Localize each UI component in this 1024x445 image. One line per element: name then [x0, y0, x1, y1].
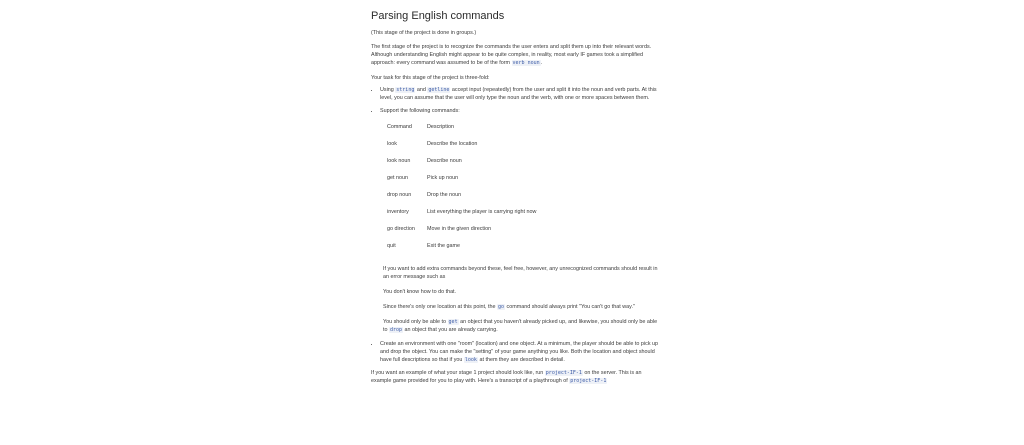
description-cell: List everything the player is carrying right now	[427, 209, 537, 215]
intro-end: .	[540, 60, 543, 66]
description-cell: Describe noun	[427, 158, 462, 164]
task-paragraph: Your task for this stage of the project is three-fold:	[371, 75, 490, 81]
command-cell: drop noun	[387, 192, 412, 198]
page-title: Parsing English commands	[371, 10, 505, 22]
look-code: look	[464, 357, 477, 363]
command-cell: inventory	[387, 209, 409, 215]
bullet-environment	[380, 340, 658, 364]
description-cell: Pick up noun	[427, 175, 459, 181]
go-post: command should always print "You can't go that way."	[505, 304, 635, 310]
drop-code: drop	[390, 327, 403, 333]
bullet3-post: at them they are described in detail.	[477, 357, 565, 363]
document	[371, 0, 658, 385]
bullet1-post: accept input (repeatedly) from the user and split it into the noun and verb parts. At this level, you can assume that the user will only type the noun and the verb, with one or more spaces between them.	[380, 87, 657, 101]
intro-paragraph	[371, 43, 658, 67]
table-row	[387, 242, 536, 259]
bullet2-text: Support the following commands:	[380, 108, 460, 114]
task-list	[371, 86, 658, 364]
table-row	[387, 208, 536, 225]
go-code: go	[498, 304, 505, 310]
get-drop-paragraph	[383, 318, 658, 334]
getdrop-pre: You should only be able to	[383, 319, 448, 325]
bullet1-mid: and	[415, 87, 428, 93]
table-row	[387, 140, 536, 157]
command-cell: go direction	[387, 226, 415, 232]
table-row	[387, 191, 536, 208]
description-cell: Describe the location	[427, 141, 478, 147]
commands-table	[387, 123, 536, 259]
header-command: Command	[387, 124, 412, 130]
extra-commands-paragraph: If you want to add extra commands beyond these, feel free, however, any unrecognized commands should result in an error message such as	[383, 266, 658, 280]
footer-mid: on the server. This is an example game provided for you to play with. Here's a transcript of a playthrough of	[371, 370, 642, 384]
command-cell: look noun	[387, 158, 411, 164]
go-pre: Since there's only one location at this point, the	[383, 304, 498, 310]
bullet3-pre: Create an environment with one "room" (location) and one object. At a minimum, the player should be able to pick up and drop the object. You can make the "setting" of your game anything you like. Both the location and object should have full descriptions so that if you	[380, 341, 659, 363]
table-row	[387, 157, 536, 174]
project-if-1-code-2: project-IF-1	[570, 378, 607, 384]
project-if-1-code: project-IF-1	[545, 370, 582, 376]
table-row	[387, 225, 536, 242]
header-description: Description	[427, 124, 454, 130]
get-code: get	[448, 319, 458, 325]
description-cell: Drop the noun	[427, 192, 462, 198]
intro-text: The first stage of the project is to recognize the commands the user enters and split them up into their relevant words. Although understanding English might appear to be quite complex, in reality, most early IF games took a simplified approach: every command was assumed to be of the form	[371, 44, 652, 66]
go-command-paragraph	[383, 303, 658, 311]
bullet-commands	[380, 107, 658, 334]
table-header-row	[387, 123, 536, 140]
footer-paragraph	[371, 369, 658, 385]
error-message-example: You don't know how to do that.	[383, 289, 457, 295]
description-cell: Exit the game	[427, 243, 460, 249]
bullet1-pre: Using	[380, 87, 396, 93]
footer-pre: If you want an example of what your stage 1 project should look like, run	[371, 370, 545, 376]
table-row	[387, 174, 536, 191]
command-cell: look	[387, 141, 397, 147]
description-cell: Move in the given direction	[427, 226, 492, 232]
bullet-input	[380, 86, 658, 102]
getdrop-mid: an object that you haven't already picked up, and likewise, you should only be able to	[383, 319, 658, 333]
command-cell: quit	[387, 243, 396, 249]
getdrop-post: an object that you are already carrying.	[403, 327, 498, 333]
getline-code: getline	[428, 87, 450, 93]
command-cell: get noun	[387, 175, 408, 181]
verb-noun-code: verb noun	[512, 60, 540, 66]
string-code: string	[396, 87, 415, 93]
group-note: (This stage of the project is done in groups.)	[371, 30, 477, 36]
